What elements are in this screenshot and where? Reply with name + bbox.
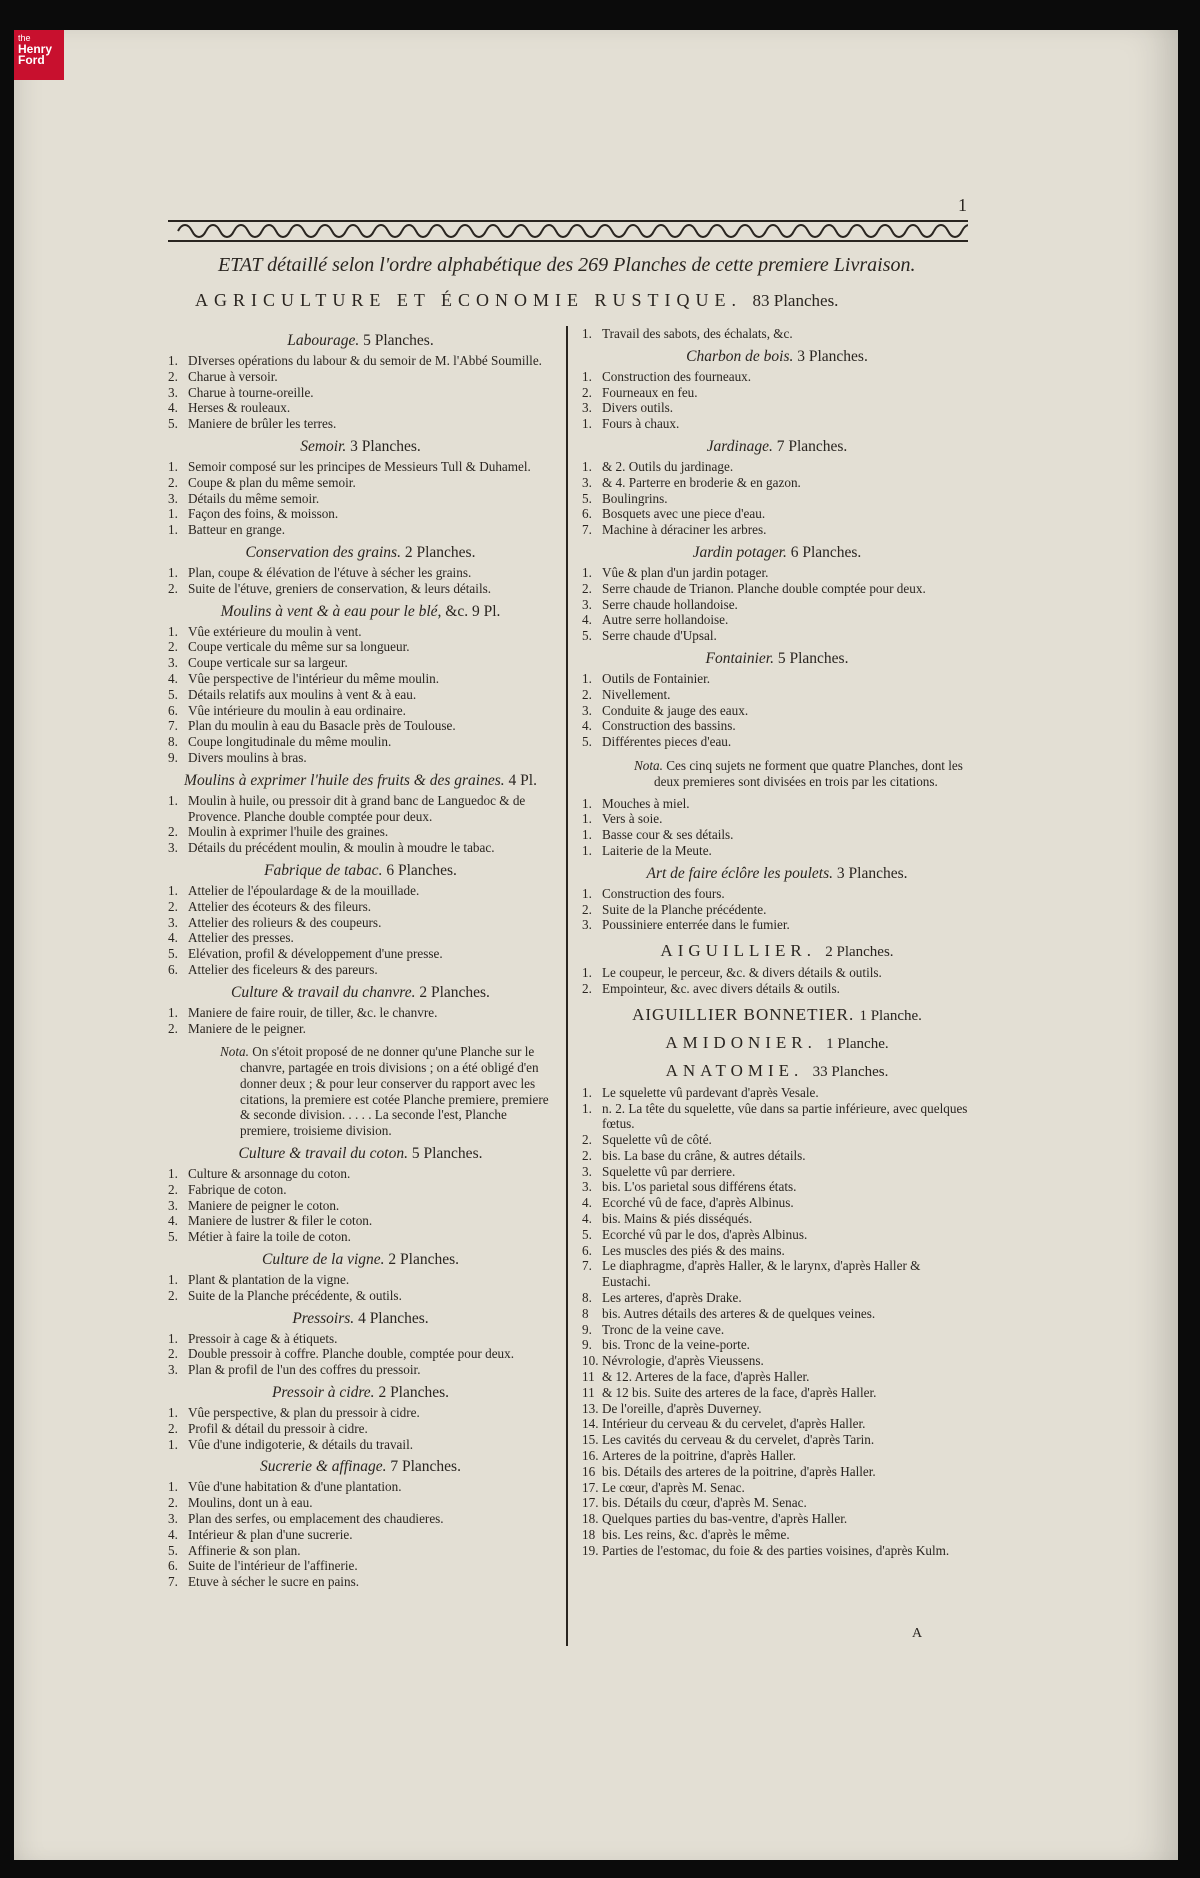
list-item: 18 bis. Les reins, &c. d'après le même. xyxy=(582,1527,790,1543)
list-item: 5. Différentes pieces d'eau. xyxy=(582,734,732,750)
list-item: 3. Divers outils. xyxy=(582,400,674,416)
list-item: 3. bis. L'os parietal sous différens états. xyxy=(582,1179,797,1195)
list-item: 6. Vûe intérieure du moulin à eau ordinaire. xyxy=(168,702,406,718)
list-item: 1. Façon des foins, & moisson. xyxy=(168,506,339,522)
section-title: Jardin potager. 6 Planches. xyxy=(692,543,862,561)
signature-mark: A xyxy=(912,1626,923,1641)
list-item: 2. Nivellement. xyxy=(582,686,671,702)
list-item: 2. Double pressoir à coffre. Planche double, comptée pour deux. xyxy=(168,1346,515,1362)
list-item: 5. Métier à faire la toile de coton. xyxy=(168,1229,351,1245)
ornament-flourish xyxy=(626,225,654,237)
list-item: 2. Coupe & plan du même semoir. xyxy=(168,474,356,490)
ornament-flourish xyxy=(514,225,542,237)
list-item: 13. De l'oreille, d'après Duverney. xyxy=(582,1400,762,1416)
ornament-flourish xyxy=(570,225,598,237)
list-item: 9. Tronc de la veine cave. xyxy=(582,1321,725,1337)
section-title: AIGUILLIER. 2 Planches. xyxy=(660,941,894,961)
list-item: 7. Etuve à sécher le sucre en pains. xyxy=(168,1574,359,1590)
list-item: 1. Mouches à miel. xyxy=(582,795,690,811)
list-item: 2. Profil & détail du pressoir à cidre. xyxy=(168,1420,368,1436)
section-title: AIGUILLIER BONNETIER. 1 Planche. xyxy=(632,1004,922,1024)
ornament-flourish xyxy=(262,225,290,237)
page-number: 1 xyxy=(958,195,967,215)
list-item: 2. Empointeur, &c. avec divers détails & outils. xyxy=(582,980,840,996)
list-item: 7. Plan du moulin à eau du Basacle près de Toulouse. xyxy=(168,718,456,734)
ornament-flourish xyxy=(318,225,346,237)
ornament-flourish xyxy=(822,225,850,237)
list-item: 11 & 12 bis. Suite des arteres de la face, d'après Haller. xyxy=(582,1384,877,1400)
list-item: 3. Serre chaude hollandoise. xyxy=(582,596,738,612)
list-item: 1. Vûe perspective, & plan du pressoir à cidre. xyxy=(168,1405,420,1421)
list-item: 16 bis. Détails des arteres de la poitrine, d'après Haller. xyxy=(582,1463,876,1479)
section-title: Fontainier. 5 Planches. xyxy=(705,649,849,667)
section-title: ANATOMIE. 33 Planches. xyxy=(665,1060,889,1080)
list-item: 2. Squelette vû de côté. xyxy=(582,1132,712,1148)
ornament-flourish xyxy=(234,225,262,237)
ornament-flourish xyxy=(710,225,738,237)
list-item: 3. Maniere de peigner le coton. xyxy=(168,1197,340,1213)
list-item: 3. Poussiniere enterrée dans le fumier. xyxy=(582,917,790,933)
ornament-flourish xyxy=(598,225,626,237)
list-item: 6. Attelier des ficeleurs & des pareurs. xyxy=(168,961,378,977)
list-item: 7. Le diaphragme, d'après Haller, & le larynx, d'après Haller & Eustachi. xyxy=(582,1258,921,1290)
list-item: 10. Névrologie, d'après Vieussens. xyxy=(582,1353,764,1369)
ornament-flourish xyxy=(542,225,570,237)
list-item: 9. Divers moulins à bras. xyxy=(168,749,307,765)
list-item: 3. Plan & profil de l'un des coffres du pressoir. xyxy=(168,1362,421,1378)
list-item: 3. Conduite & jauge des eaux. xyxy=(582,702,749,718)
ornament-flourish xyxy=(766,225,794,237)
ornament-flourish xyxy=(738,225,766,237)
list-item: 2. Serre chaude de Trianon. Planche double comptée pour deux. xyxy=(582,580,926,596)
section-title: Moulins à exprimer l'huile des fruits & des graines. 4 Pl. xyxy=(184,771,537,789)
list-item: 11 & 12. Arteres de la face, d'après Haller. xyxy=(582,1369,810,1385)
list-item: 2. Fabrique de coton. xyxy=(168,1181,287,1197)
list-item: 2. Suite de l'étuve, greniers de conservation, & leurs détails. xyxy=(168,580,492,596)
list-item: 1. Vûe d'une indigoterie, & détails du travail. xyxy=(168,1436,414,1452)
ornament-flourish xyxy=(430,225,458,237)
list-item: 17. bis. Détails du cœur, d'après M. Senac. xyxy=(582,1495,807,1511)
list-item: 3. Coupe verticale sur sa largeur. xyxy=(168,655,348,671)
list-item: 5. Maniere de brûler les terres. xyxy=(168,416,337,432)
list-item: 1. Vûe & plan d'un jardin potager. xyxy=(582,564,769,580)
list-item: 9. bis. Tronc de la veine-porte. xyxy=(582,1337,750,1353)
list-item: 2. Moulins, dont un à eau. xyxy=(168,1495,313,1511)
ornament-flourish xyxy=(346,225,374,237)
list-item: 1. Moulin à huile, ou pressoir dit à grand banc de Languedoc & de Provence. Planche double comptée pour deux. xyxy=(168,792,526,824)
ornament-flourish xyxy=(878,225,906,237)
ornament-flourish xyxy=(402,225,430,237)
list-item: 5. Serre chaude d'Upsal. xyxy=(582,628,717,644)
list-item: 1. Fours à chaux. xyxy=(582,416,680,432)
list-item: 8. Coupe longitudinale du même moulin. xyxy=(168,734,392,750)
henry-ford-logo: the Henry Ford xyxy=(14,30,64,80)
list-item: 2. Charue à versoir. xyxy=(168,368,278,384)
list-item: 5. Détails relatifs aux moulins à vent & à eau. xyxy=(168,686,417,702)
list-item: 2. bis. La base du crâne, & autres détails. xyxy=(582,1147,806,1163)
ornament-flourish xyxy=(654,225,682,237)
list-item: 16. Arteres de la poitrine, d'après Haller. xyxy=(582,1448,796,1464)
list-item: 3. Squelette vû par derriere. xyxy=(582,1163,736,1179)
list-item: 2. Maniere de le peigner. xyxy=(168,1020,306,1036)
ornament-flourish xyxy=(794,225,822,237)
section-title: Conservation des grains. 2 Planches. xyxy=(245,543,476,561)
list-item: 1. Construction des fourneaux. xyxy=(582,368,752,384)
ornament-flourish xyxy=(290,225,318,237)
section-title: Semoir. 3 Planches. xyxy=(300,437,421,455)
list-item: 1. Attelier de l'époulardage & de la mouillade. xyxy=(168,882,420,898)
list-item: 15. Les cavités du cerveau & du cervelet, d'après Tarin. xyxy=(582,1432,875,1448)
list-item: 4. Maniere de lustrer & filer le coton. xyxy=(168,1213,373,1229)
list-item: 2. Suite de la Planche précédente, & outils. xyxy=(168,1287,402,1303)
nota-note: Nota. Ces cinq sujets ne forment que quatre Planches, dont les deux premieres sont divisées en trois par les citations. xyxy=(634,757,963,789)
ornament-flourish xyxy=(682,225,710,237)
list-item: 1. Outils de Fontainier. xyxy=(582,670,711,686)
list-item: 6. Bosquets avec une piece d'eau. xyxy=(582,506,766,522)
section-title: AMIDONIER. 1 Planche. xyxy=(665,1032,889,1052)
nota-note: Nota. On s'étoit proposé de ne donner qu'une Planche sur le chanvre, partagée en trois divisions ; on a été obligé d'en donner deux ; & pour leur conserver du rapport avec les citations, la premiere est cotée Planche premiere, premiere & seconde division. . . . . La seconde l'est, Planche premiere, troisieme division. xyxy=(220,1044,549,1139)
ornament-flourish xyxy=(934,225,962,237)
section-title: Pressoir à cidre. 2 Planches. xyxy=(271,1384,450,1402)
list-item: 5. Boulingrins. xyxy=(582,490,668,506)
list-item: 1. Le squelette vû pardevant d'après Vesale. xyxy=(582,1084,819,1100)
ornament-flourish xyxy=(486,225,514,237)
ornament-flourish xyxy=(850,225,878,237)
list-item: 8. Les arteres, d'après Drake. xyxy=(582,1290,742,1306)
list-item: 1. Semoir composé sur les principes de Messieurs Tull & Duhamel. xyxy=(168,458,531,474)
list-item: 3. Détails du précédent moulin, & moulin à moudre le tabac. xyxy=(168,840,495,856)
section-title: Charbon de bois. 3 Planches. xyxy=(686,347,868,365)
list-item: 1. & 2. Outils du jardinage. xyxy=(582,458,734,474)
list-item: 3. Attelier des rolieurs & des coupeurs. xyxy=(168,914,382,930)
list-item: 3. Charue à tourne-oreille. xyxy=(168,384,314,400)
list-item: 4. Autre serre hollandoise. xyxy=(582,612,729,628)
section-title: Jardinage. 7 Planches. xyxy=(706,437,848,455)
list-item: 2. Attelier des écoteurs & des fileurs. xyxy=(168,898,372,914)
list-item: 5. Ecorché vû par le dos, d'après Albinus. xyxy=(582,1226,808,1242)
list-item: 1. Culture & arsonnage du coton. xyxy=(168,1166,351,1182)
list-item: 1. Travail des sabots, des échalats, &c. xyxy=(582,326,793,341)
list-item: 1. Pressoir à cage & à étiquets. xyxy=(168,1330,338,1346)
list-item: 18. Quelques parties du bas-ventre, d'après Haller. xyxy=(582,1511,848,1527)
list-item: 7. Machine à déraciner les arbres. xyxy=(582,522,767,538)
list-item: 1. Plan, coupe & élévation de l'étuve à sécher les grains. xyxy=(168,564,472,580)
list-item: 4. Attelier des presses. xyxy=(168,930,294,946)
list-item: 3. Plan des serfes, ou emplacement des chaudieres. xyxy=(168,1511,444,1527)
right-column xyxy=(582,326,972,1559)
ornament-flourish xyxy=(374,225,402,237)
list-item: 19. Parties de l'estomac, du foie & des parties voisines, d'après Kulm. xyxy=(582,1542,950,1558)
section-title: Sucrerie & affinage. 7 Planches. xyxy=(260,1458,461,1476)
section-heading: AGRICULTURE ET ÉCONOMIE RUSTIQUE. 83 Planches. xyxy=(195,290,839,310)
list-item: 1. Plant & plantation de la vigne. xyxy=(168,1272,350,1288)
list-item: 5. Affinerie & son plan. xyxy=(168,1542,301,1558)
list-item: 1. DIverses opérations du labour & du semoir de M. l'Abbé Soumille. xyxy=(168,353,542,368)
list-item: 1. Le coupeur, le perceur, &c. & divers détails & outils. xyxy=(582,965,882,981)
section-title: Moulins à vent & à eau pour le blé, &c. 9 Pl. xyxy=(220,602,501,620)
list-item: 1. Maniere de faire rouir, de tiller, &c. le chanvre. xyxy=(168,1004,438,1020)
section-title: Culture de la vigne. 2 Planches. xyxy=(261,1251,460,1269)
list-item: 2. Coupe verticale du même sur sa longueur. xyxy=(168,639,410,655)
list-item: 4. Intérieur & plan d'une sucrerie. xyxy=(168,1526,353,1542)
list-item: 3. & 4. Parterre en broderie & en gazon. xyxy=(582,474,801,490)
section-title: Culture & travail du coton. 5 Planches. xyxy=(238,1145,483,1163)
ornament-flourish xyxy=(458,225,486,237)
list-item: 8 bis. Autres détails des arteres & de quelques veines. xyxy=(582,1305,876,1321)
list-item: 1. Laiterie de la Meute. xyxy=(582,842,712,858)
list-item: 4. Construction des bassins. xyxy=(582,718,736,734)
list-item: 4. bis. Mains & piés disséqués. xyxy=(582,1211,753,1227)
ornament-flourish xyxy=(206,225,234,237)
list-item: 5. Elévation, profil & développement d'une presse. xyxy=(168,946,443,962)
column-divider xyxy=(566,326,568,1646)
list-item: 1. Vûe d'une habitation & d'une plantation. xyxy=(168,1479,402,1495)
list-item: 3. Détails du même semoir. xyxy=(168,490,320,506)
list-item: 1. Basse cour & ses détails. xyxy=(582,827,734,843)
ornament-band-icon xyxy=(168,220,968,242)
list-item: 17. Le cœur, d'après M. Senac. xyxy=(582,1479,745,1495)
list-item: 1. Vûe extérieure du moulin à vent. xyxy=(168,623,362,639)
list-item: 6. Suite de l'intérieur de l'affinerie. xyxy=(168,1558,358,1574)
list-item: 2. Suite de la Planche précédente. xyxy=(582,901,767,917)
ornament-flourish xyxy=(962,225,968,237)
ornament-flourish xyxy=(906,225,934,237)
list-item: 2. Moulin à exprimer l'huile des graines. xyxy=(168,824,389,840)
section-title: Art de faire éclôre les poulets. 3 Planches. xyxy=(646,864,908,882)
list-item: 4. Ecorché vû de face, d'après Albinus. xyxy=(582,1195,794,1211)
list-item: 1. Vers à soie. xyxy=(582,811,663,827)
list-item: 4. Herses & rouleaux. xyxy=(168,400,291,416)
section-title: Fabrique de tabac. 6 Planches. xyxy=(264,861,457,879)
list-item: 6. Les muscles des piés & des mains. xyxy=(582,1242,785,1258)
section-title: Pressoirs. 4 Planches. xyxy=(292,1309,429,1327)
list-item: 4. Vûe perspective de l'intérieur du même moulin. xyxy=(168,670,440,686)
list-item: 1. Batteur en grange. xyxy=(168,522,286,538)
section-title: Labourage. 5 Planches. xyxy=(287,332,434,349)
left-column xyxy=(168,326,553,1590)
list-item: 1. Construction des fours. xyxy=(582,885,725,901)
ornament-flourish xyxy=(178,225,206,237)
list-item: 1. n. 2. La tête du squelette, vûe dans sa partie inférieure, avec quelques fœtus. xyxy=(582,1100,968,1132)
section-title: Culture & travail du chanvre. 2 Planches. xyxy=(231,983,490,1001)
list-item: 14. Intérieur du cerveau & du cervelet, d'après Haller. xyxy=(582,1416,866,1432)
page-title: ETAT détaillé selon l'ordre alphabétique des 269 Planches de cette premiere Livraison. xyxy=(218,254,916,276)
list-item: 2. Fourneaux en feu. xyxy=(582,384,698,400)
